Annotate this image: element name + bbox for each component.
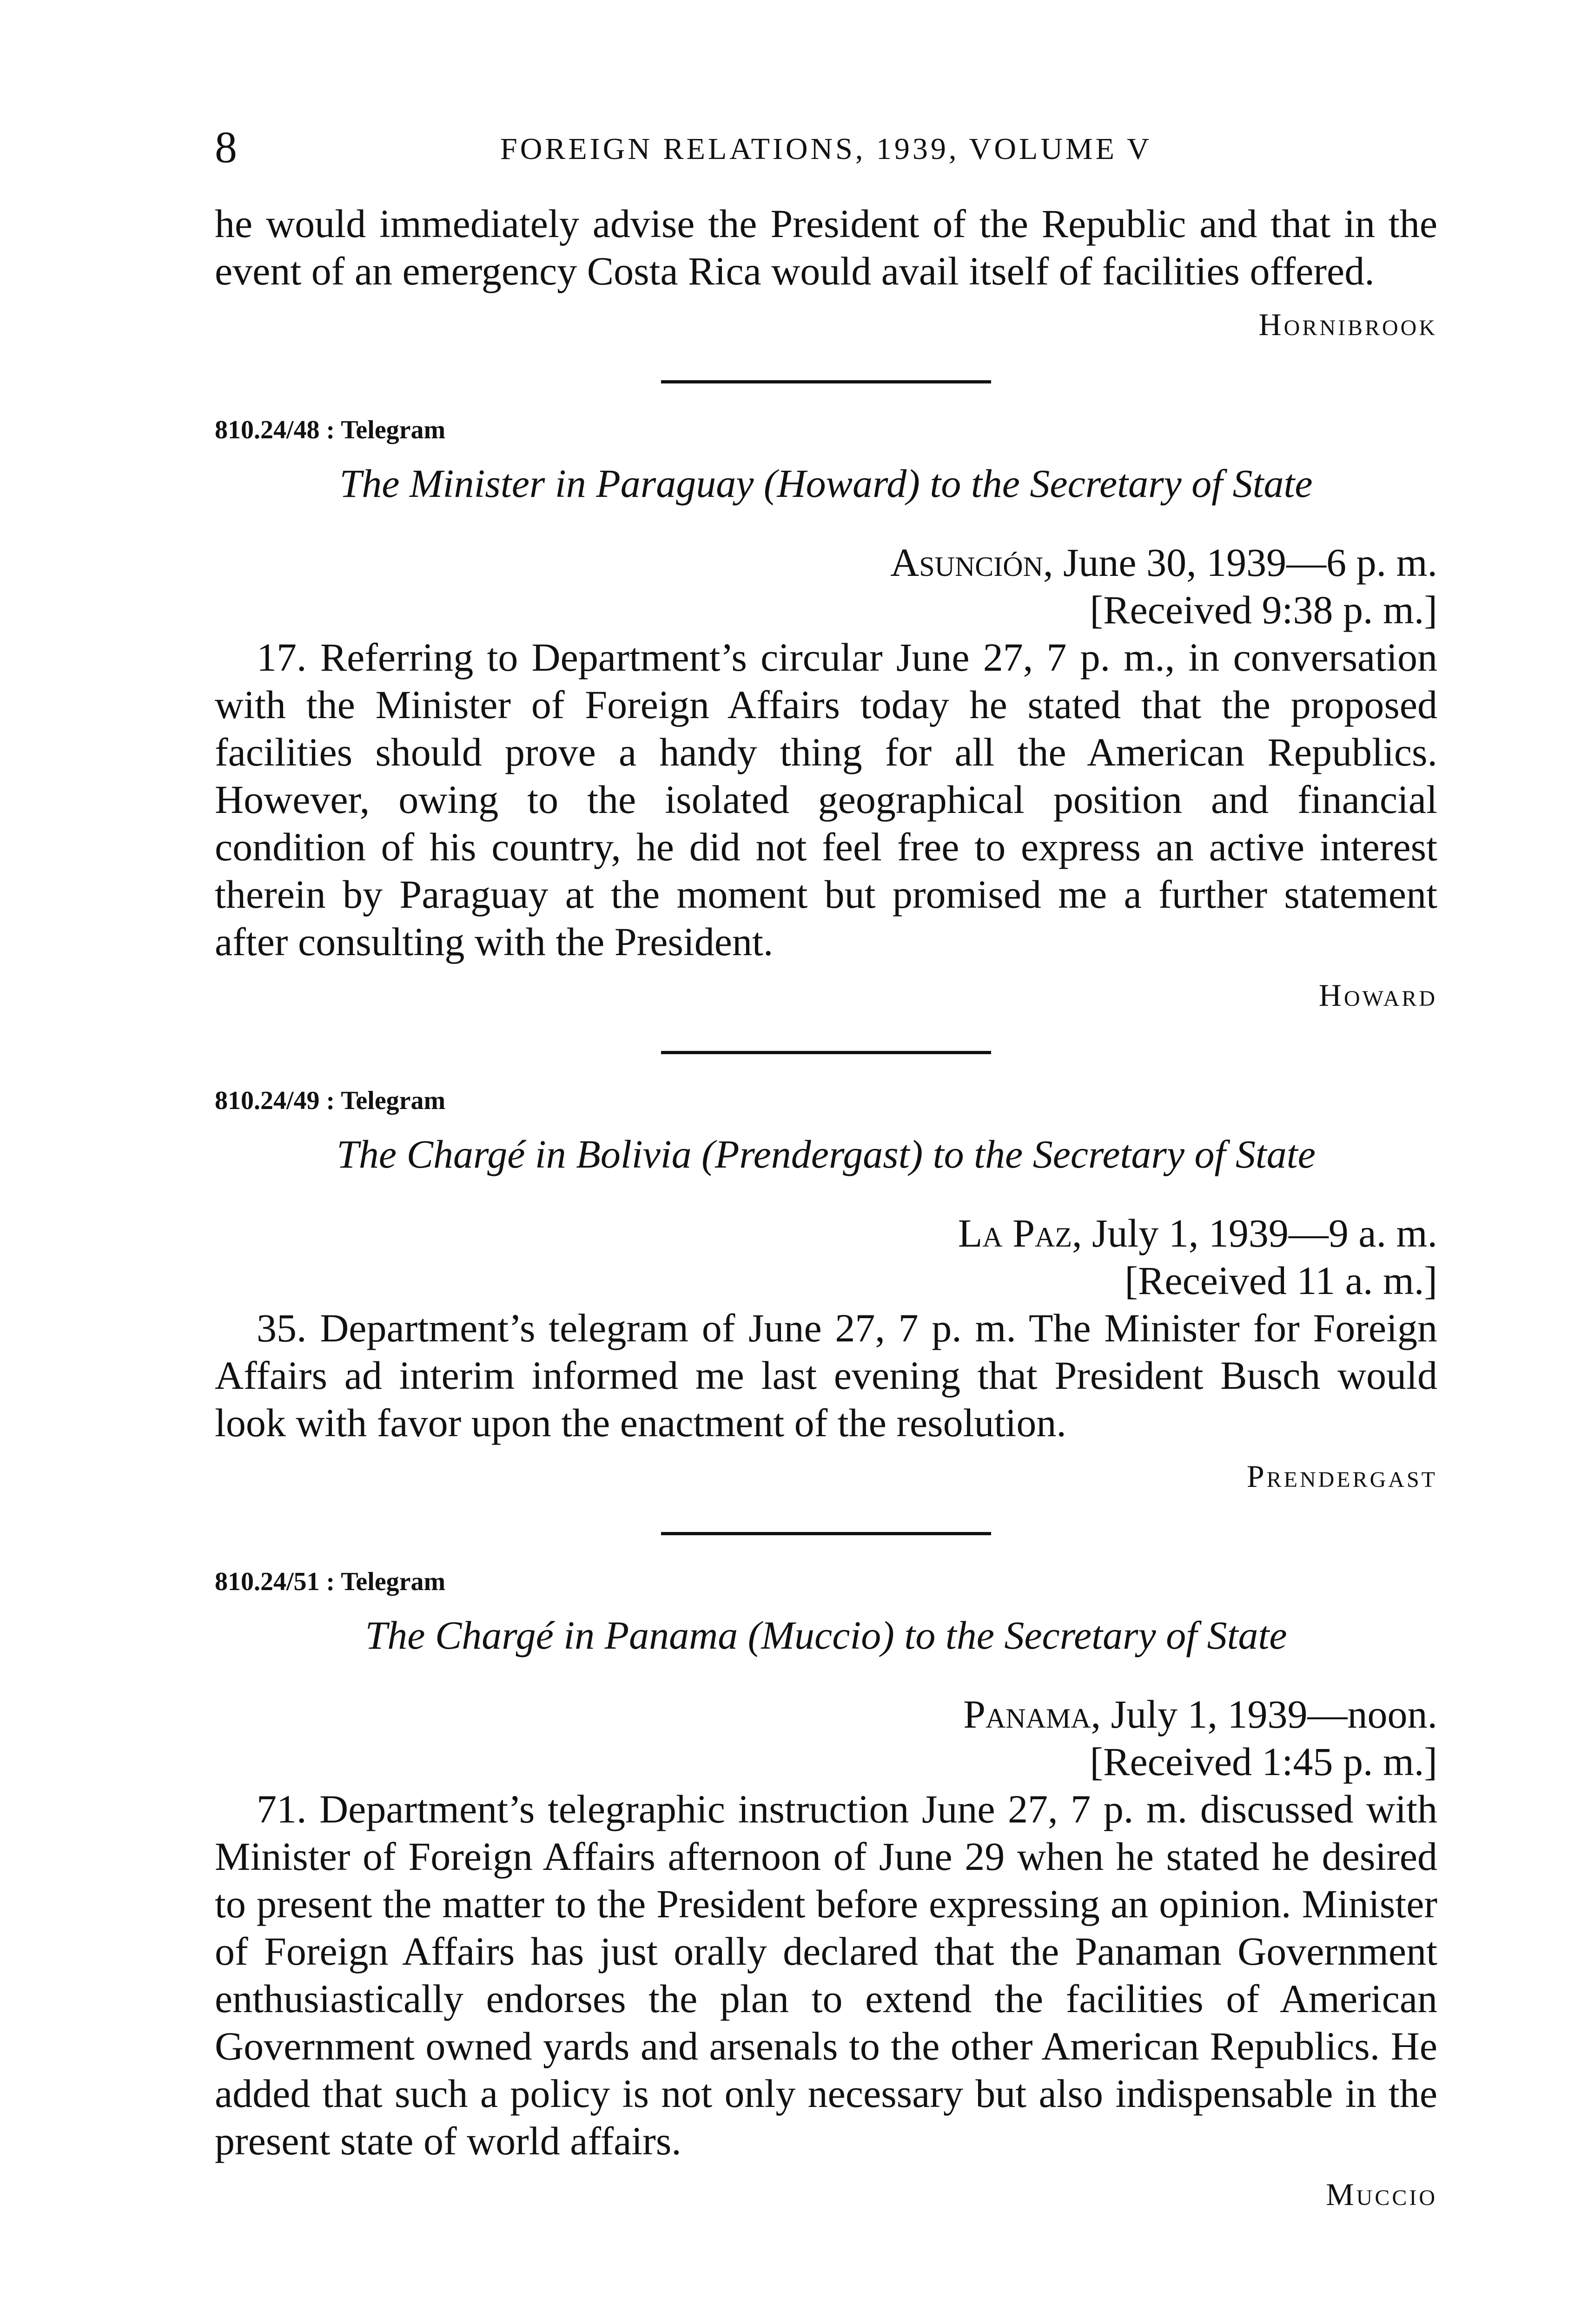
running-head: FOREIGN RELATIONS, 1939, VOLUME V [500,132,1152,166]
dateline-date: , July 1, 1939—noon. [1091,1692,1437,1736]
dateline [215,539,1437,586]
section-divider [661,1532,991,1535]
page-number: 8 [215,122,237,172]
file-reference: 810.24/51 : Telegram [215,1567,446,1596]
received-line: [Received 9:38 p. m.] [1090,588,1437,632]
received-line: [Received 1:45 p. m.] [1090,1739,1437,1784]
dateline-place: Asunción [890,540,1043,585]
document-heading: The Chargé in Panama (Muccio) to the Secretary of State [365,1613,1287,1657]
telegram-text: 17. Referring to Department’s circular June 27, 7 p. m., in conversation with the Minister of Foreign Affairs today he stated that the proposed facilities should prove a handy thing for all the American Republics. However, owing to the isolated geographical position and financial condition of his country, he did not feel free to express an active interest therein by Paraguay at the moment but promised me a further statement after consulting with the President. [215,635,1437,964]
continuation-text: he would immediately advise the President of the Republic and that in the event of an emergency Costa Rica would avail itself of facilities offered. [215,201,1437,293]
telegram-text: 35. Department’s telegram of June 27, 7 p. m. The Minister for Foreign Affairs ad interim informed me last evening that President Busch would look with favor upon the enactment of the resolution. [215,1306,1437,1445]
section-divider [661,380,991,383]
file-reference: 810.24/49 : Telegram [215,1086,446,1115]
received-line: [Received 11 a. m.] [1125,1258,1437,1303]
telegram-text: 71. Department’s telegraphic instruction June 27, 7 p. m. discussed with Minister of Foreign Affairs afternoon of June 29 when he stated he desired to present the matter to the President before expressing an opinion. Minister of Foreign Affairs has just orally declared that the Panaman Government enthusiastically endorses the plan to extend the facilities of American Government owned yards and arsenals to the other American Republics. He added that such a policy is not only necessary but also indispensable in the present state of world affairs. [215,1787,1437,2163]
signature-howard: Howard [1318,977,1437,1013]
dateline-place: Panama [963,1692,1091,1736]
file-reference: 810.24/48 : Telegram [215,416,446,444]
dateline [215,1690,1437,1738]
page-body [215,200,1437,2218]
dateline-date: , June 30, 1939—6 p. m. [1043,540,1437,585]
signature-muccio: Muccio [1326,2177,1437,2212]
dateline [215,1209,1437,1257]
document-heading: The Minister in Paraguay (Howard) to the Secretary of State [339,461,1313,506]
signature-hornibrook: Hornibrook [1258,307,1437,342]
document-heading: The Chargé in Bolivia (Prendergast) to the Secretary of State [337,1132,1316,1176]
signature-prendergast: Prendergast [1246,1459,1437,1494]
dateline-place: La Paz [958,1211,1072,1255]
dateline-date: , July 1, 1939—9 a. m. [1072,1211,1437,1255]
section-divider [661,1051,991,1054]
page-header [215,122,1437,173]
